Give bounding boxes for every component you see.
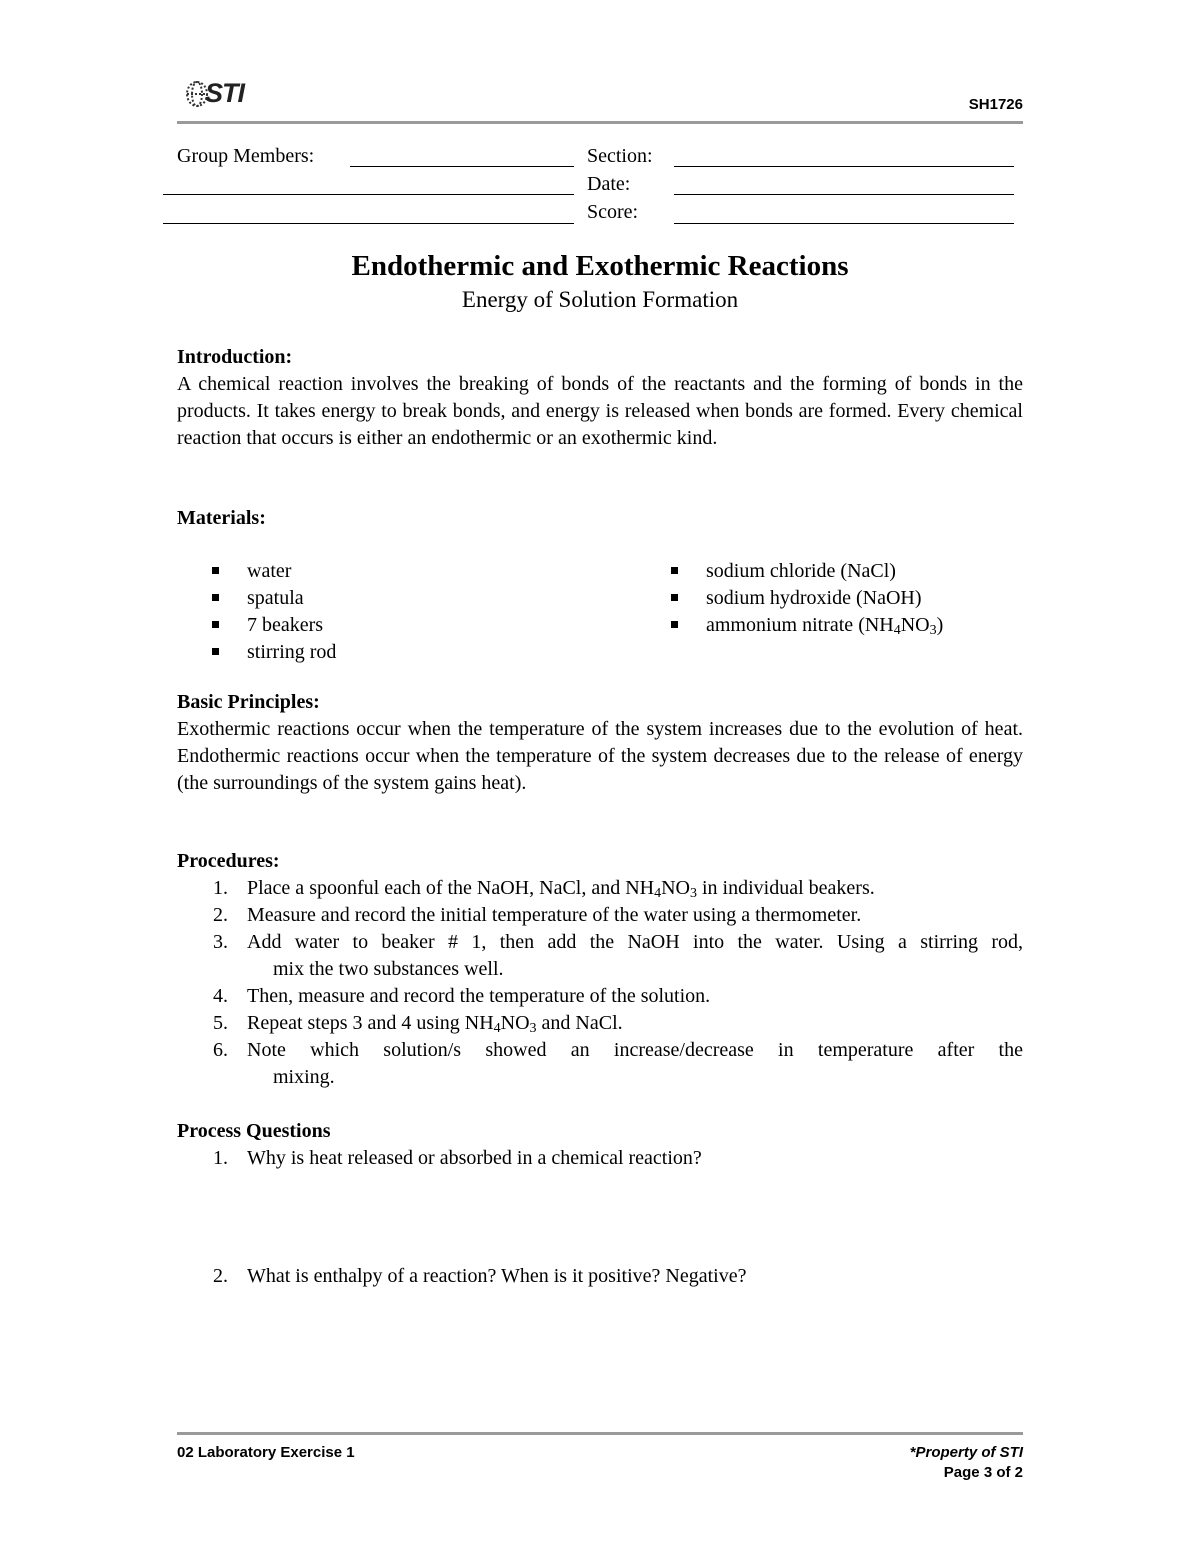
list-item: 3. Add water to beaker # 1, then add the NaOH into the water. Using a stirring rod, mix the two substances well.: [213, 931, 1023, 980]
list-item: 2. Measure and record the initial temperature of the water using a thermometer.: [213, 904, 862, 926]
list-item: ammonium nitrate $(NH_4NO_3)$: [636, 612, 1036, 639]
section-label: Section:: [587, 145, 653, 167]
process-questions-list: [177, 1145, 1023, 1172]
group-members-field-2[interactable]: [163, 194, 574, 195]
list-item: 4. Then, measure and record the temperature of the solution.: [213, 985, 711, 1007]
page-subtitle: Energy of Solution Formation: [461, 287, 739, 312]
group-members-label: Group Members:: [177, 145, 315, 167]
date-field[interactable]: [674, 194, 1014, 195]
footer-property: *Property of STI: [909, 1444, 1023, 1461]
list-item: sodium chloride (NaCl): [636, 558, 1036, 585]
group-members-field-3[interactable]: [163, 223, 574, 224]
page-title: Endothermic and Exothermic Reactions: [351, 250, 849, 282]
list-item: 6. Note which solution/s showed an increase/decrease in temperature after the mixing.: [213, 1039, 1023, 1088]
group-members-field-1[interactable]: [350, 166, 574, 167]
score-label: Score:: [587, 201, 639, 223]
procedures-list: [177, 875, 1023, 1091]
bullet-icon: [671, 621, 678, 628]
basic-principles-text: Exothermic reactions occur when the temperature of the system increases due to the evolution of heat. Endothermic reactions occur when the temperature of the system decreases due to the release of energy (the surroundings of the system gains heat).: [177, 718, 1023, 794]
basic-principles-heading: Basic Principles:: [177, 691, 320, 713]
introduction-text: A chemical reaction involves the breaking of bonds of the reactants and the forming of bonds in the products. It takes energy to break bonds, and energy is released when bonds are formed. Every chemical reaction that occurs is either an endothermic or an exothermic kind.: [177, 373, 1023, 449]
materials-list-right: [636, 558, 1036, 639]
list-item: stirring rod: [177, 639, 597, 666]
section-field[interactable]: [674, 166, 1014, 167]
list-item: 1. Place a spoonful each of the NaOH, NaCl, and $NH_4NO_3$ in individual beakers.: [213, 877, 875, 901]
list-item: 1. Why is heat released or absorbed in a chemical reaction?: [213, 1147, 702, 1169]
footer-rule: [177, 1432, 1023, 1435]
list-item: 5. Repeat steps 3 and 4 using $NH_4NO_3$ and NaCl.: [213, 1012, 623, 1036]
score-field[interactable]: [674, 223, 1014, 224]
list-item: spatula: [177, 585, 597, 612]
bullet-icon: [212, 594, 219, 601]
materials-list-left: [177, 558, 597, 666]
bullet-icon: [212, 621, 219, 628]
bullet-icon: [212, 648, 219, 655]
list-item: 7 beakers: [177, 612, 597, 639]
footer-exercise: 02 Laboratory Exercise 1: [177, 1444, 355, 1461]
bullet-icon: [212, 567, 219, 574]
date-label: Date:: [587, 173, 631, 195]
list-item: sodium hydroxide (NaOH): [636, 585, 1036, 612]
logo-text: STI: [205, 78, 245, 108]
process-questions-heading: Process Questions: [177, 1120, 331, 1142]
list-item: water: [177, 558, 597, 585]
materials-heading: Materials:: [177, 507, 266, 529]
process-questions-list-2: [177, 1263, 1023, 1290]
bullet-icon: [671, 567, 678, 574]
list-item: 2. What is enthalpy of a reaction? When is it positive? Negative?: [213, 1265, 747, 1287]
bullet-icon: [671, 594, 678, 601]
introduction-heading: Introduction:: [177, 346, 293, 368]
header-rule: [177, 121, 1023, 124]
footer-page-number: Page 3 of 2: [943, 1464, 1023, 1481]
procedures-heading: Procedures:: [177, 850, 280, 872]
doc-code: SH1726: [968, 96, 1023, 113]
